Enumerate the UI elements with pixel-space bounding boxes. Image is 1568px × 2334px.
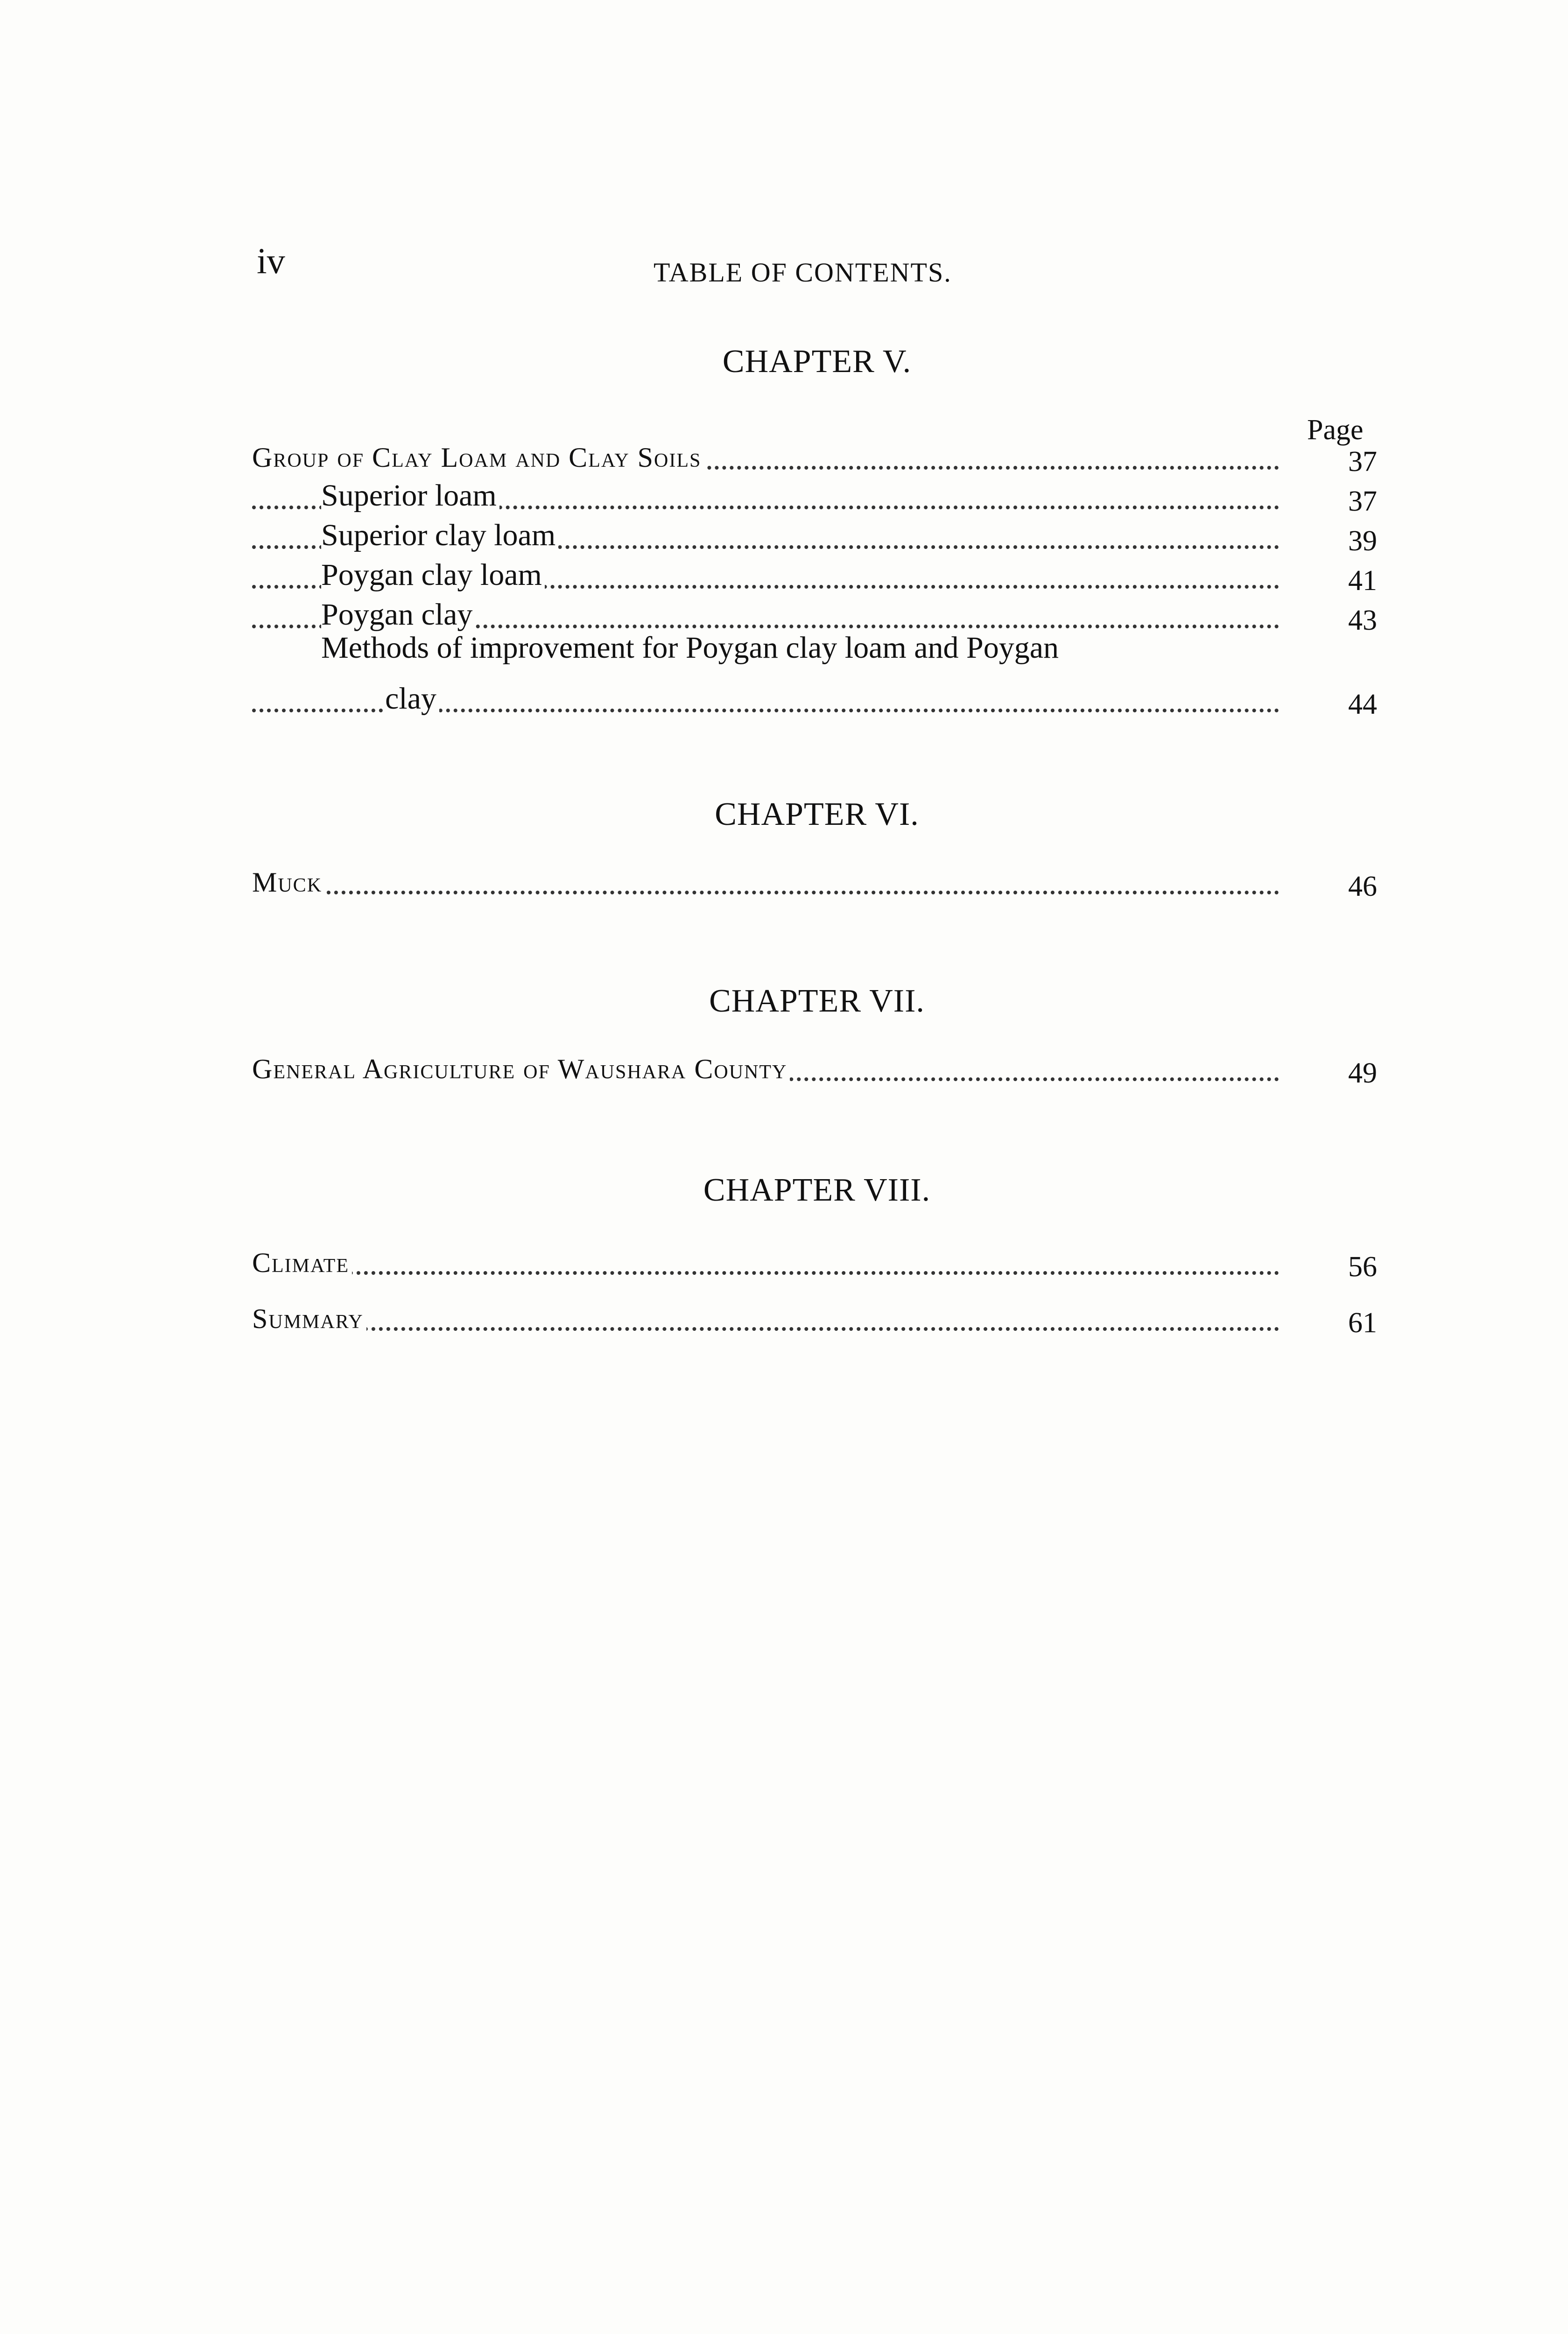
toc-entry-page: 46 [1348,871,1377,902]
toc-entry-page: 37 [1348,485,1377,517]
toc-entry[interactable] [252,513,1382,555]
toc-entry-title: Muck [252,868,325,896]
toc-entry[interactable] [252,1295,1382,1337]
chapter-heading: CHAPTER VIII. [703,1172,931,1208]
toc-entry[interactable] [252,434,1382,476]
page-column-label: Page [1307,414,1364,446]
toc-entry-title-line1: Methods of improvement for Poygan clay loam and Poygan [321,631,1059,665]
toc-entry[interactable] [252,859,1382,901]
toc-entry-page: 37 [1348,446,1377,478]
toc-entry[interactable] [252,677,1382,719]
toc-entry-title: Superior clay loam [321,520,558,551]
toc-entry[interactable] [252,553,1382,595]
dot-leader [252,1271,1279,1275]
toc-entry-title: Summary [252,1305,366,1333]
toc-entry-title: Poygan clay loam [321,560,545,591]
toc-entry-title-line2: clay [385,683,439,714]
toc-entry-page: 43 [1348,605,1377,636]
chapter-heading: CHAPTER VI. [715,796,919,832]
toc-entry-title: Group of Clay Loam and Clay Soils [252,443,704,471]
toc-entry[interactable] [252,1239,1382,1281]
page-number: iv [257,240,285,281]
dot-leader [252,891,1279,894]
toc-entry[interactable] [252,474,1382,516]
toc-entry-title: Poygan clay [321,599,475,630]
toc-entry[interactable] [252,593,1382,635]
chapter-heading: CHAPTER V. [722,344,912,380]
toc-entry-title: General Agriculture of Waushara County [252,1055,790,1083]
toc-entry-page: 41 [1348,565,1377,597]
running-head: TABLE OF CONTENTS. [654,257,952,288]
chapter-heading: CHAPTER VII. [709,983,925,1019]
toc-entry-page: 44 [1348,689,1377,720]
toc-entry-title: Climate [252,1249,352,1277]
toc-entry[interactable] [252,1046,1382,1088]
toc-entry-page: 56 [1348,1251,1377,1283]
toc-entry-title: Superior loam [321,480,499,511]
toc-entry-page: 61 [1348,1307,1377,1339]
toc-entry-page: 39 [1348,525,1377,557]
toc-entry-page: 49 [1348,1057,1377,1089]
dot-leader [252,1327,1279,1331]
